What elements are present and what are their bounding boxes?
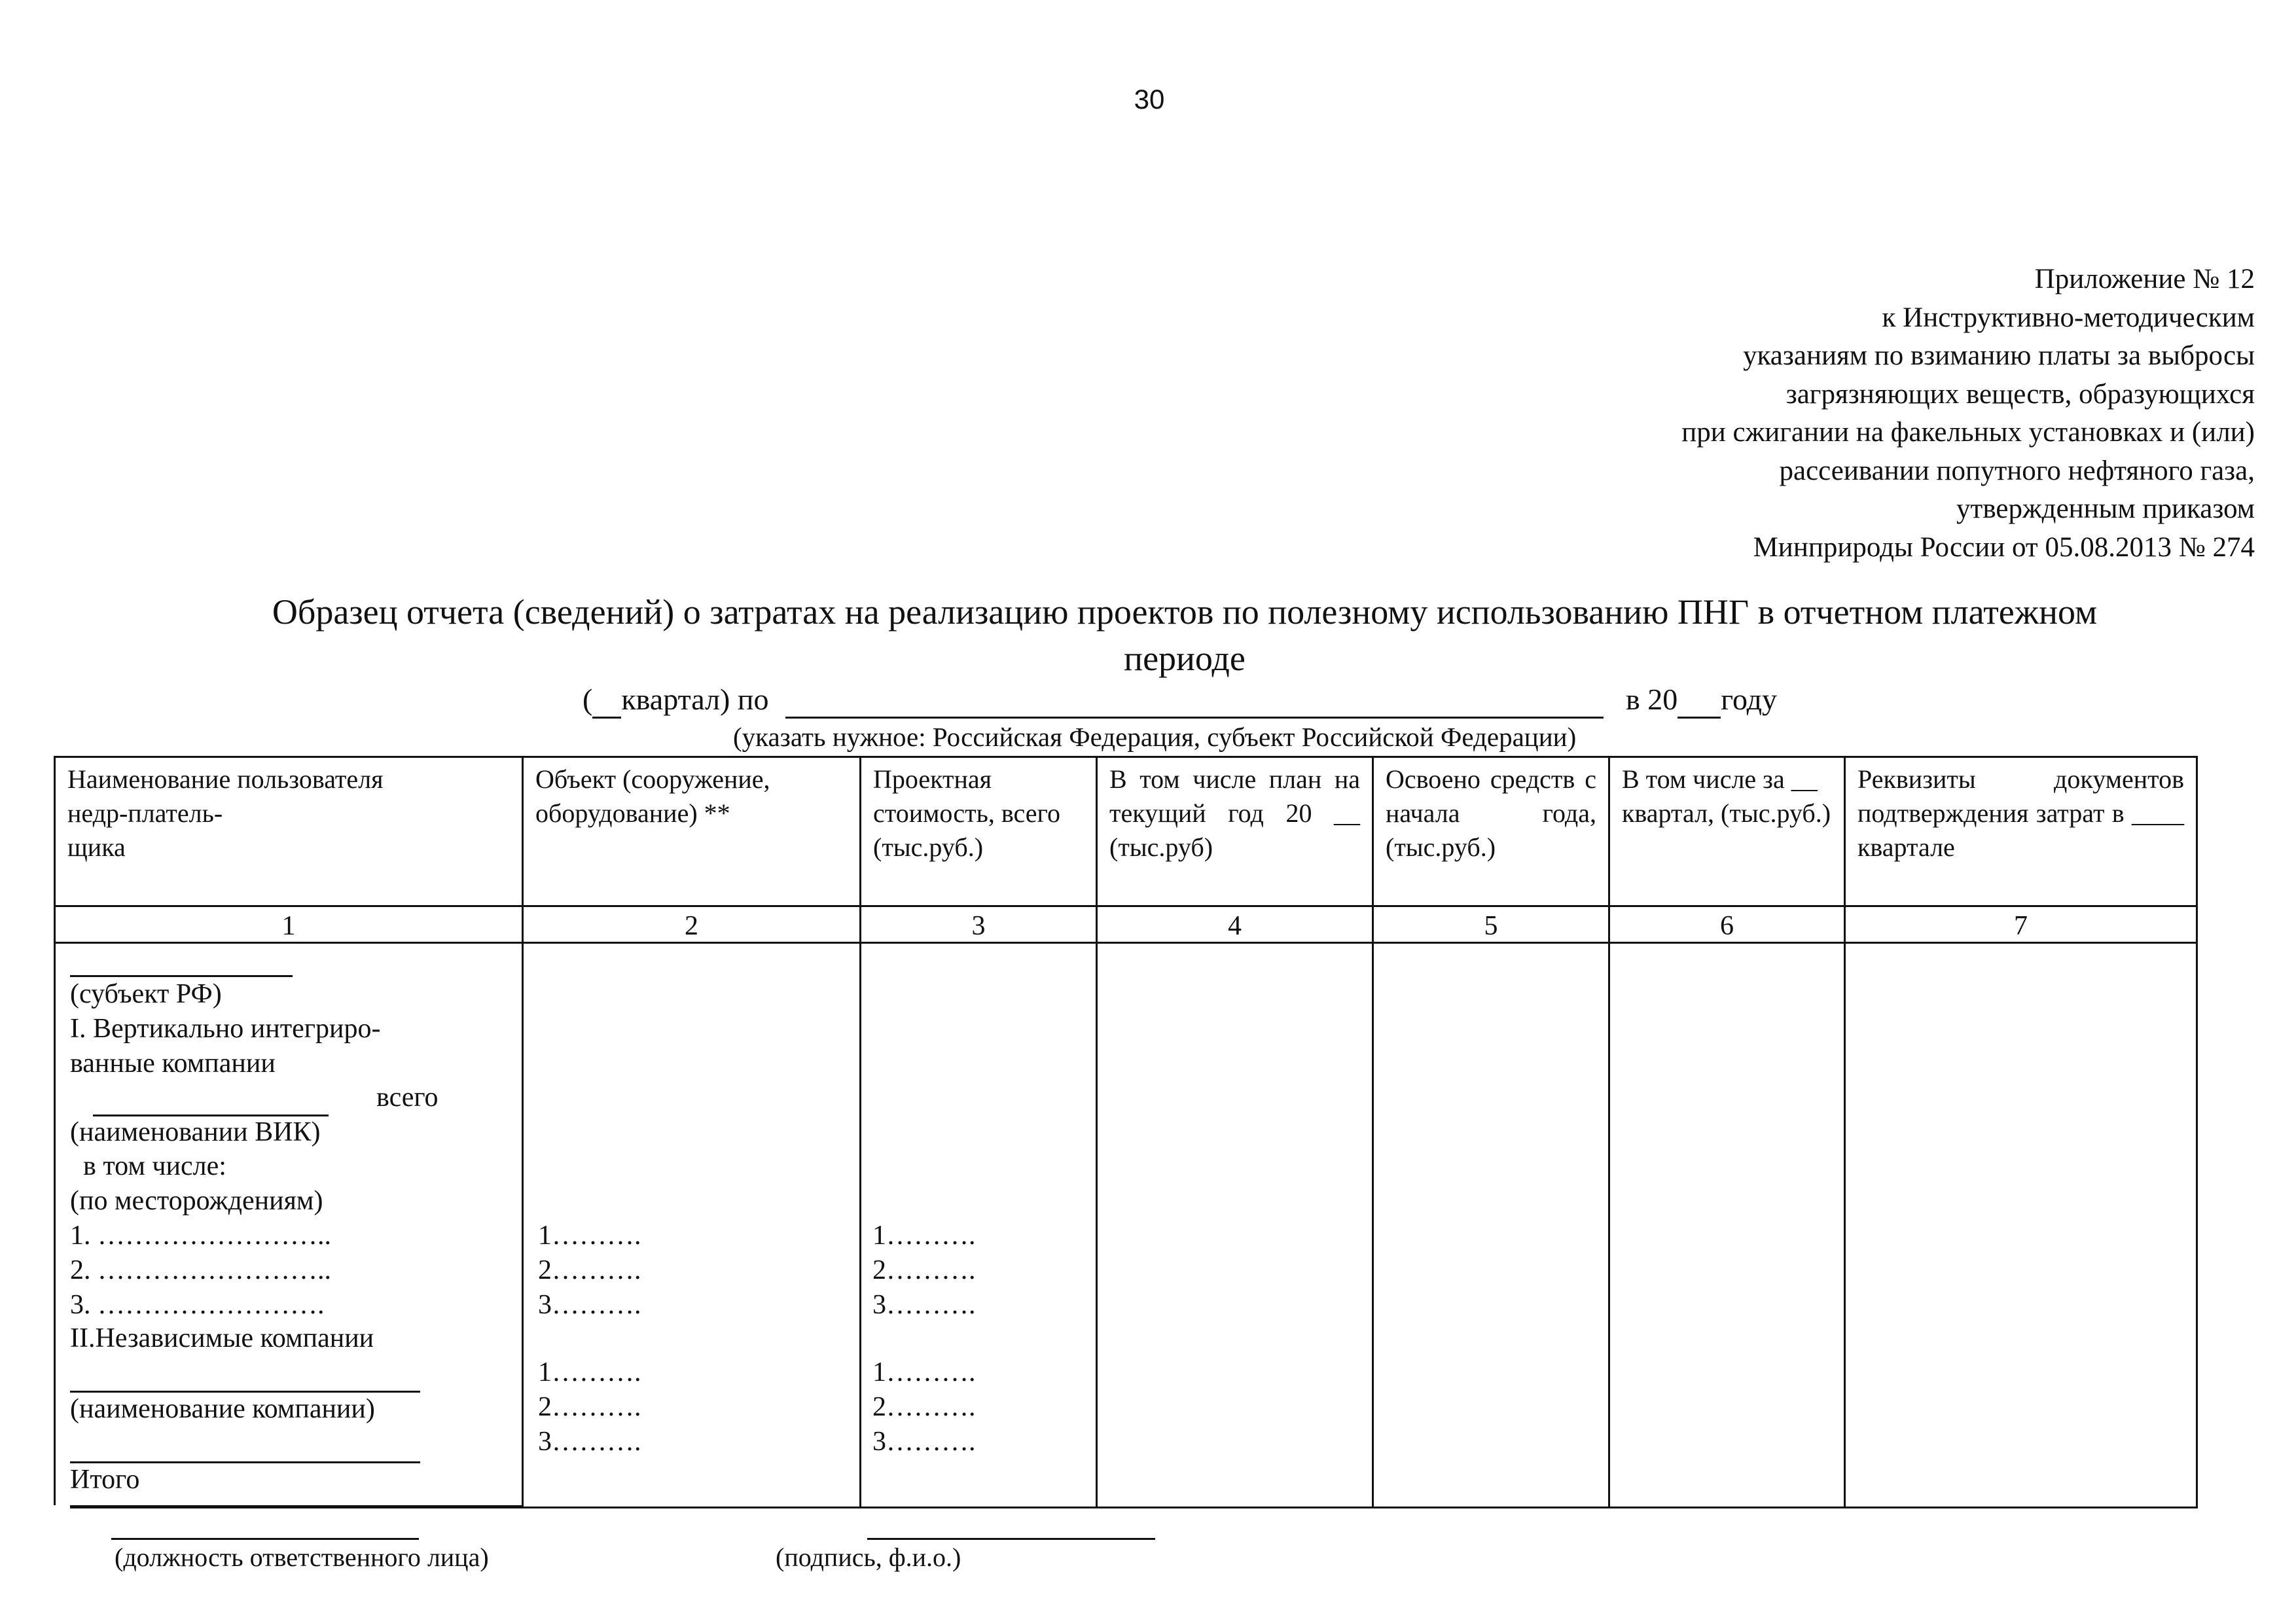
total-label: Итого — [70, 1465, 140, 1495]
object-row: 3………. — [538, 1427, 641, 1457]
appendix-line: указаниям по взиманию платы за выбросы — [1743, 340, 2255, 371]
cost-row: 1………. — [872, 1357, 976, 1387]
cost-row: 3………. — [872, 1427, 976, 1457]
position-label: (должность ответственного лица) — [115, 1543, 489, 1572]
appendix-line: Приложение № 12 — [2034, 264, 2255, 294]
header-spent: Освоено средств с начала года, (тыс.руб.) — [1386, 764, 1596, 862]
vsego-label: всего — [376, 1082, 439, 1113]
region-hint: (указать нужное: Российская Федерация, субъект Российской Федерации) — [733, 722, 1577, 752]
object-row: 3………. — [538, 1290, 641, 1320]
col-line-7 — [2196, 756, 2198, 1508]
vik-title-line-2: ванные компании — [70, 1048, 276, 1079]
header-documents: Реквизиты документов подтверждения затрат в ____ квартале — [1857, 764, 2184, 862]
appendix-line: Минприроды России от 05.08.2013 № 274 — [1753, 531, 2255, 563]
appendix-line: к Инструктивно-методическим — [1882, 302, 2255, 333]
appendix-line: при сжигании на факельных установках и (или) — [1681, 417, 2255, 448]
title-line-2: периоде — [1124, 639, 1246, 678]
header-plan-year: В том числе план на текущий год 20 __ (тыс.руб) — [1109, 764, 1360, 862]
independent-label: II.Независимые компании — [70, 1323, 374, 1353]
object-row: 1………. — [538, 1357, 641, 1387]
object-row: 1………. — [538, 1221, 641, 1251]
header-object: Объект (сооружение, оборудование) ** — [535, 764, 770, 828]
appendix-line: утвержденным приказом — [1956, 493, 2255, 524]
cost-row: 1………. — [872, 1221, 976, 1251]
quarter-blank — [592, 682, 621, 719]
field-row: 1. …………………….. — [70, 1221, 331, 1251]
table-border-bottom — [524, 1507, 2198, 1508]
cost-row: 2………. — [872, 1255, 976, 1285]
including-label: в том числе: — [83, 1151, 226, 1181]
col-number: 2 — [685, 911, 698, 941]
appendix-line: рассеивании попутного нефтяного газа, — [1779, 455, 2255, 486]
year-blank — [1677, 682, 1721, 719]
year-prefix: в 20 — [1625, 683, 1678, 716]
signature-label: (подпись, ф.и.о.) — [776, 1543, 961, 1572]
subject-blank — [70, 975, 293, 977]
appendix-line: загрязняющих веществ, образующихся — [1785, 378, 2255, 410]
signature-blank — [867, 1538, 1155, 1540]
header-project-cost: Проектная стоимость, всего (тыс.руб.) — [873, 764, 1060, 862]
period-quarter-text: квартал) по — [621, 683, 769, 716]
region-blank — [785, 682, 1604, 719]
subject-label: (субъект РФ) — [70, 979, 222, 1009]
page-number: 30 — [1134, 84, 1165, 115]
period-line — [583, 682, 1777, 719]
col-number: 4 — [1228, 911, 1242, 941]
company-name-blank — [70, 1391, 420, 1393]
cost-row: 3………. — [872, 1290, 976, 1320]
object-row: 2………. — [538, 1392, 641, 1422]
total-blank — [70, 1461, 420, 1463]
title-line-1: Образец отчета (сведений) о затратах на реализацию проектов по полезному использованию ПНГ в отчетном платежном — [272, 592, 2098, 632]
field-row: 2. …………………….. — [70, 1255, 331, 1285]
object-row: 2………. — [538, 1255, 641, 1285]
vik-title-line-1: I. Вертикально интегриро- — [70, 1014, 381, 1044]
field-row: 3. ……………………. — [70, 1290, 325, 1320]
col-number: 7 — [2014, 911, 2028, 941]
total-underline — [70, 1505, 522, 1508]
cost-row: 2………. — [872, 1392, 976, 1422]
company-name-label: (наименование компании) — [70, 1394, 375, 1424]
appendix-header — [1681, 260, 2255, 567]
header-user-name-line: недр-платель- — [67, 798, 223, 828]
col-number: 5 — [1484, 911, 1498, 941]
by-fields-label: (по месторождениям) — [70, 1186, 323, 1216]
vik-name-label: (наименовании ВИК) — [70, 1117, 321, 1147]
document-title — [164, 589, 2206, 682]
col-number: 3 — [971, 911, 986, 941]
report-table — [54, 756, 2198, 1508]
header-separator — [54, 905, 2198, 907]
col-number: 6 — [1720, 911, 1734, 941]
col-number: 1 — [281, 911, 296, 941]
period-open: ( — [583, 683, 593, 716]
year-suffix: году — [1721, 683, 1778, 716]
header-user-name-line: Наименование пользователя — [67, 764, 384, 794]
position-blank — [111, 1538, 419, 1540]
header-user-name-line: щика — [67, 832, 126, 862]
header-quarter: В том числе за __ квартал, (тыс.руб.) — [1622, 764, 1831, 828]
header-user-name — [56, 756, 522, 905]
